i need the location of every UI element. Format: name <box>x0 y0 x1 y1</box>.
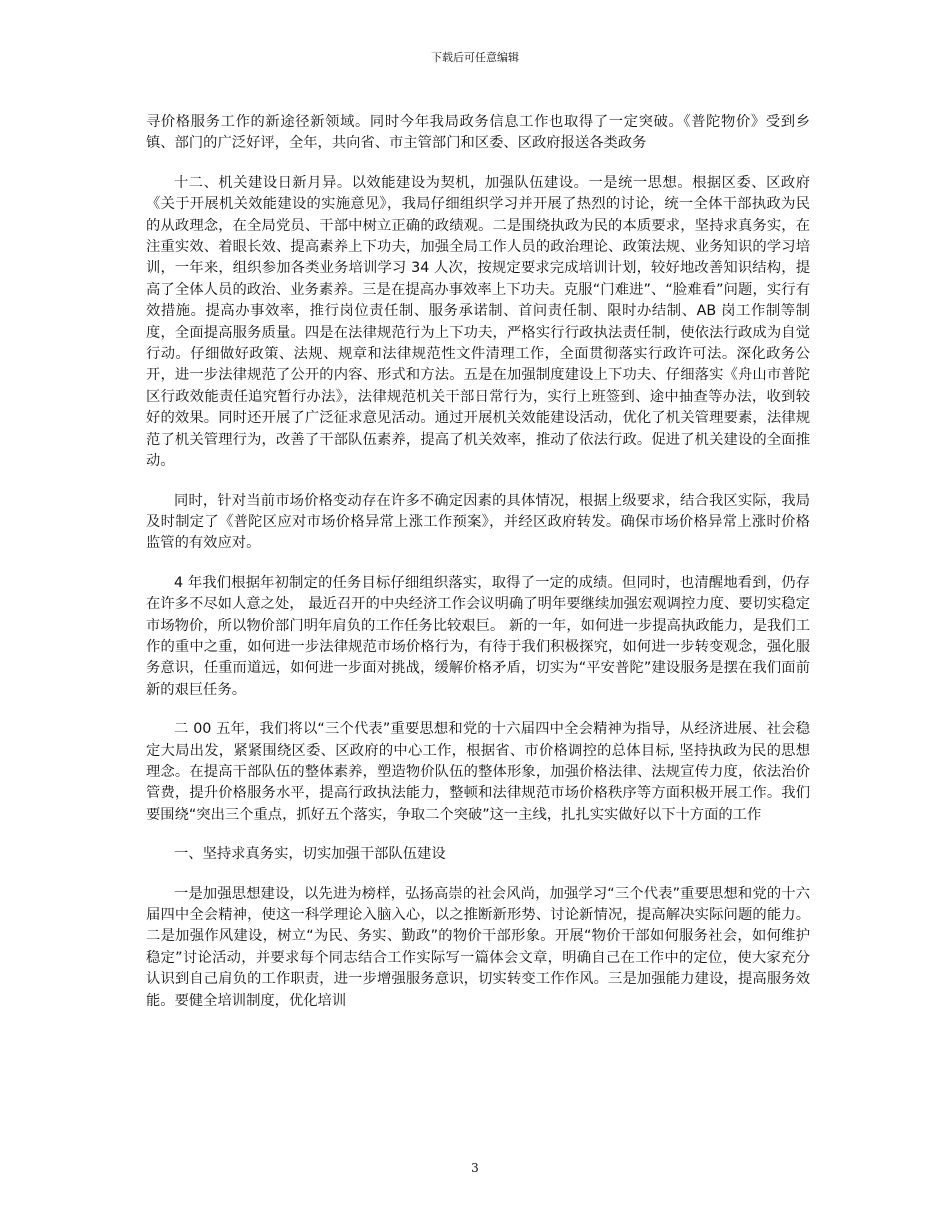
paragraph-annual-summary: 4 年我们根据年初制定的任务目标仔细组织落实，取得了一定的成绩。但同时，也清醒地看到，仍存在许多不尽如人意之处， 最近召开的中央经济工作会议明确了明年要继续加强宏观调控力度、要切实稳定市场物价，所以物价部门明年肩负的工作任务比较艰巨。 新的一年，如何进一步提高执政能力，是我们工作的重中之重，如何进一步法律规范市场价格行为，有待于我们积极探究，如何进一步转变观念，强化服务意识，任重而道远，如何进一步面对挑战，缓解价格矛盾，切实为“平安普陀”建设服务是摆在我们面前新的艰巨任务。 <box>146 574 810 698</box>
page-number: 3 <box>471 1161 479 1175</box>
paragraph-2005-plan: 二 00 五年，我们将以“三个代表”重要思想和党的十六届四中全会精神为指导，从经济进展、社会稳定大局出发，紧紧围绕区委、区政府的中心工作，根据省、市价格调控的总体目标, 坚持执政为民的思想理念。在提高干部队伍的整体素养，塑造物价队伍的整体形象，加强价格法律、法规宣传力度，依法治价管费，提升价格服务水平，提高行政执法能力，整顿和法律规范市场价格秩序等方面积极开展工作。我们要围绕“突出三个重点，抓好五个落实，争取二个突破”这一主线，扎扎实实做好以下十方面的工作 <box>146 721 810 823</box>
page-header: 下载后可任意编辑 <box>431 51 519 64</box>
section-heading-cadre-building: 一、坚持求真务实，切实加强干部队伍建设 <box>174 846 446 863</box>
document-body <box>146 112 810 1030</box>
paragraph-organ-building: 十二、机关建设日新月异。以效能建设为契机，加强队伍建设。一是统一思想。根据区委、区政府《关于开展机关效能建设的实施意见》，我局仔细组织学习并开展了热烈的讨论，统一全体干部执政为民的从政理念，在全局党员、干部中树立正确的政绩观。二是围绕执政为民的本质要求，坚持求真务实，在注重实效、着眼长效、提高素养上下功夫，加强全局工作人员的政治理论、政策法规、业务知识的学习培训，一年来，组织参加各类业务培训学习 34 人次，按规定要求完成培训计划，较好地改善知识结构，提高了全体人员的政治、业务素养。三是在提高办事效率上下功夫。克服“门难进”、“脸难看”问题，实行有效措施。提高办事效率，推行岗位责任制、服务承诺制、首问责任制、限时办结制、AB 岗工作制等制度，全面提高服务质量。四是在法律规范行为上下功夫，严格实行行政执法责任制，使依法行政成为自觉行动。仔细做好政策、法规、规章和法律规范性文件清理工作，全面贯彻落实行政许可法。深化政务公开，进一步法律规范了公开的内容、形式和方法。五是在加强制度建设上下功夫、仔细落实《舟山市普陀区行政效能责任追究暂行办法》，法律规范机关干部日常行为，实行上班签到、途中抽查等办法，收到较好的效果。同时还开展了广泛征求意见活动。通过开展机关效能建设活动，优化了机关管理要素，法律规范了机关管理行为，改善了干部队伍素养，提高了机关效率，推动了依法行政。促进了机关建设的全面推动。 <box>146 174 810 470</box>
paragraph-ideology-building: 一是加强思想建设，以先进为榜样，弘扬高崇的社会风尚，加强学习“三个代表”重要思想和党的十六届四中全会精神，使这一科学理论入脑入心，以之推断新形势、讨论新情况，提高解决实际问题的能力。二是加强作风建设，树立“为民、务实、勤政”的物价干部形象。开展“物价干部如何服务社会，如何维护稳定”讨论活动，并要求每个同志结合工作实际写一篇体会文章，明确自己在工作中的定位，使大家充分认识到自己肩负的工作职责，进一步增强服务意识，切实转变工作作风。三是加强能力建设，提高服务效能。要健全培训制度，优化培训 <box>146 885 810 1009</box>
paragraph-price-plan: 同时，针对当前市场价格变动存在许多不确定因素的具体情况，根据上级要求，结合我区实际，我局及时制定了《普陀区应对市场价格异常上涨工作预案》，并经区政府转发。确保市场价格异常上涨时价格监管的有效应对。 <box>146 492 810 552</box>
paragraph-continuation: 寻价格服务工作的新途径新领域。同时今年我局政务信息工作也取得了一定突破。《普陀物价》受到乡镇、部门的广泛好评，全年，共向省、市主管部门和区委、区政府报送各类政务 <box>146 114 810 152</box>
